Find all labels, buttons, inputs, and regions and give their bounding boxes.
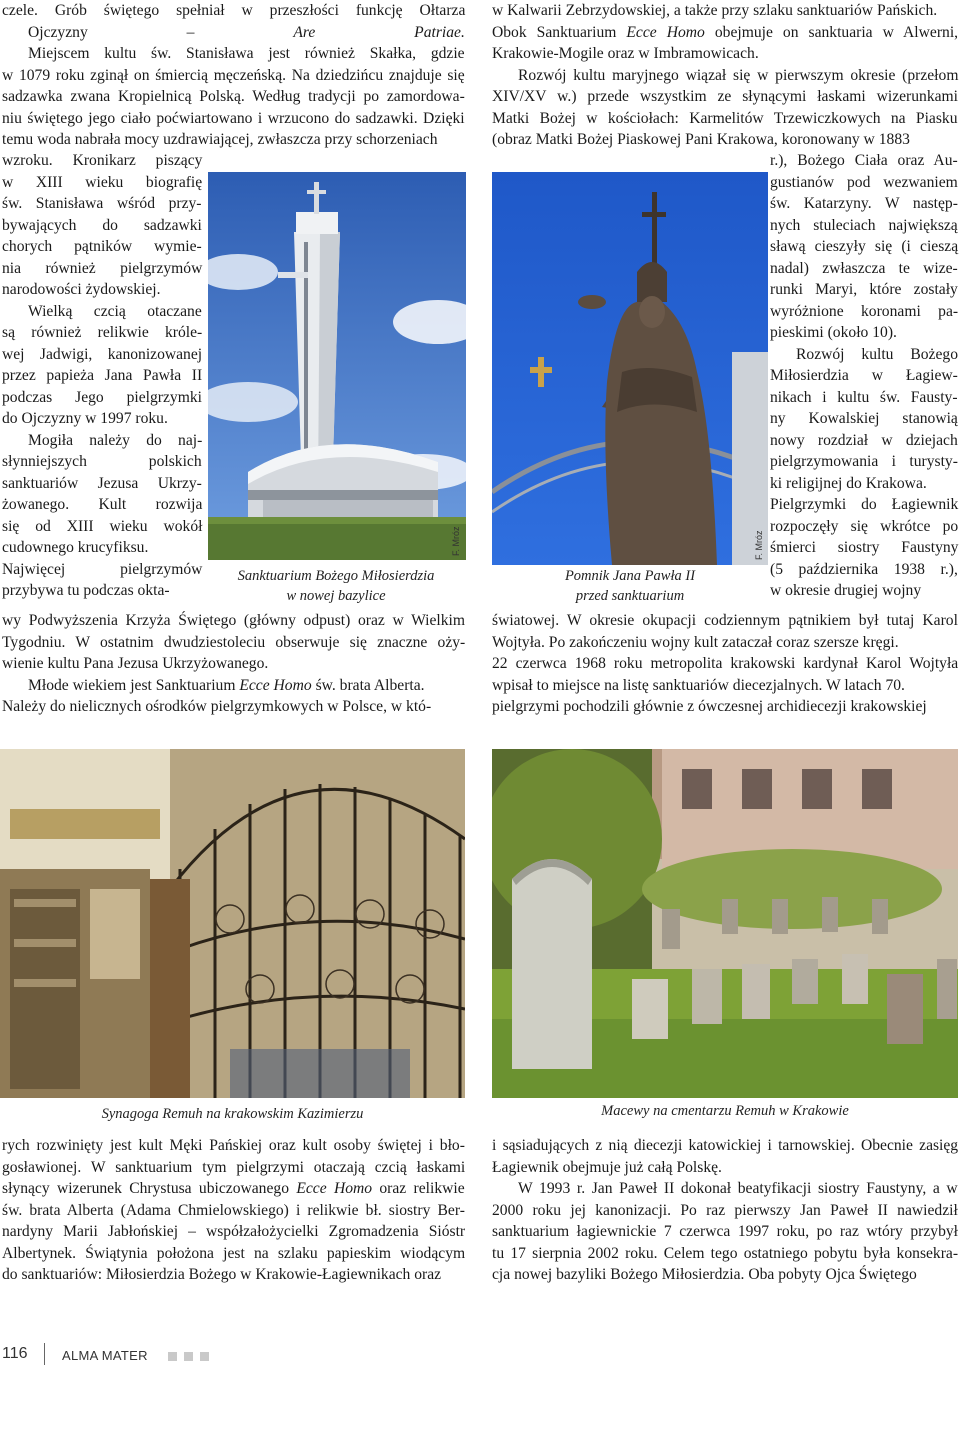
text-line: wienie kultu Pana Jezusa Ukrzyżowanego. xyxy=(2,655,269,672)
text-line: nardyny Marii Jabłońskiej – współzałożycielki Zgromadzenia Sióstr xyxy=(2,1223,466,1240)
text-line: sanktuarium łagiewnickie 7 czerwca 1997 roku, po raz wtóry przybył xyxy=(492,1223,959,1240)
text-line: Obok Sanktuarium Ecce Homo obejmuje on sanktuaria w Alwerni, xyxy=(492,23,959,41)
text-line: gosławionej. W sanktuarium tym pielgrzymi otaczają czcią łaskami xyxy=(2,1158,466,1176)
caption-basilica-line1: Sanktuarium Bożego Miłosierdzia xyxy=(237,568,435,584)
text-line: światowej. W okresie okupacji codziennym pątnikiem był tutaj Karol xyxy=(492,612,958,629)
text-line: przybywa tu podczas okta- xyxy=(2,582,170,599)
text-line: cja nowej bazyliki Bożego Miłosierdzia. Oba pobyty Ojca Świętego xyxy=(492,1266,917,1283)
text-line: Młode wiekiem jest Sanktuarium Ecce Homo św. brata Alberta. xyxy=(28,676,425,694)
text-line: żowanego. Kult rozwija xyxy=(2,496,203,513)
cemetery-illustration xyxy=(492,749,958,1098)
text-line: Matki Bożej w kościołach: Karmelitów Trzewiczkowych na Piasku xyxy=(492,109,958,127)
text-line: Ojczyzny – Are Patriae. xyxy=(28,23,465,41)
text-line: (5 października 1938 r.), xyxy=(770,560,958,578)
text-line: ny Kowalskiej stanowią xyxy=(770,410,958,427)
text-line: nikach i kultu św. Fausty- xyxy=(770,388,958,406)
text-line: do Ojczyzny w 1997 roku. xyxy=(2,410,168,427)
text-line: rych rozwinięty jest kult Męki Pańskiej oraz kult osoby świętej i bło- xyxy=(2,1137,465,1154)
photo-basilica xyxy=(208,172,466,560)
text-line: 2000 roku jej kanonizacji. Po raz pierwszy Jan Paweł II nawiedził xyxy=(492,1201,958,1219)
text-line: czele. Grób świętego spełniał w przeszłości funkcję Ołtarza xyxy=(2,2,466,19)
text-line: r.), Bożego Ciała oraz Au- xyxy=(770,152,958,169)
text-line: Miłosierdzia w Łagiew- xyxy=(770,367,958,384)
text-line: się od XIII wieku wokół xyxy=(2,517,203,535)
text-line: nych stuleciach największą xyxy=(770,216,958,234)
text-line: wzroku. Kronikarz piszący xyxy=(2,152,203,169)
text-line: narodowości żydowskiej. xyxy=(2,281,161,298)
text-line: niu świętego jego ciało poćwiartowano i wrzucono do sadzawki. Dzięki xyxy=(2,109,465,127)
magazine-name: ALMA MATER xyxy=(62,1348,148,1363)
text-line: Mogiła należy do naj- xyxy=(28,431,203,449)
photo-cemetery xyxy=(492,749,958,1098)
caption-statue-line2: przed sanktuarium xyxy=(575,588,685,604)
text-line: gustianów pod wezwaniem xyxy=(770,173,958,191)
footer-square-1 xyxy=(168,1352,177,1361)
page-number: 116 xyxy=(2,1345,28,1362)
text-line: sadzawka zwana Kropielnicą Polską. Według tradycji po zamordowa- xyxy=(2,88,465,105)
text-line: rozpoczęły się wkrótce po xyxy=(770,517,959,535)
statue-illustration xyxy=(492,172,768,565)
text-line: Najwięcej pielgrzymów xyxy=(2,560,203,578)
text-line: nadal) zwłaszcza te wize- xyxy=(770,259,958,277)
text-line: Miejscem kultu św. Stanisława jest również Skałka, gdzie xyxy=(28,45,465,62)
text-line: św. Katarzyny. W następ- xyxy=(770,195,958,212)
text-line: w okresie drugiej wojny xyxy=(770,582,922,599)
text-line: przez papieża Jana Pawła II xyxy=(2,367,203,384)
text-line: św. Stanisława wśród przy- xyxy=(2,195,202,212)
photo-credit-statue: F. Mróz xyxy=(754,530,764,560)
text-line: w XIII wieku biografię xyxy=(2,173,203,191)
text-line: Łagiewnik obejmuje już całą Polskę. xyxy=(492,1158,722,1176)
text-line: w Kalwarii Zebrzydowskiej, a także przy szlaku sanktuariów Pańskich. xyxy=(492,2,938,19)
text-line: wyróżnione koronami pa- xyxy=(770,302,959,320)
text-line: (obraz Matki Bożej Piaskowej Pani Krakowa, koronowany w 1883 xyxy=(492,131,910,148)
text-line: są również relikwie króle- xyxy=(2,324,203,341)
text-line: Tygodniu. W ostatnim dwudziestoleciu obserwuje się znaczne oży- xyxy=(2,633,466,651)
text-line: wpisał to miejsce na listę sanktuariów diecezjalnych. W latach 70. xyxy=(492,676,905,694)
text-line: nowy rozdział w dziejach xyxy=(770,431,958,449)
text-line: cudownego krucyfiksu. xyxy=(2,539,149,556)
text-line: Wojtyła. Po zakończeniu wojny kult zataczał coraz szersze kręgi. xyxy=(492,633,899,651)
caption-synagogue: Synagoga Remuh na krakowskim Kazimierzu xyxy=(101,1106,364,1122)
text-line: pielgrzymowania i turysty- xyxy=(770,453,958,470)
text-line: do sanktuariów: Miłosierdzia Bożego w Krakowie-Łagiewnikach oraz xyxy=(2,1266,442,1283)
text-line: Należy do nielicznych ośrodków pielgrzymkowych w Polsce, w któ- xyxy=(2,698,432,715)
text-line: śmierci siostry Faustyny xyxy=(770,539,959,556)
text-line: wy Podwyższenia Krzyża Świętego (główny odpust) oraz w Wielkim xyxy=(2,612,466,629)
text-line: bywających do sadzawki xyxy=(2,216,202,234)
caption-statue xyxy=(492,566,768,606)
text-line: podczas Jego pielgrzymki xyxy=(2,388,202,406)
text-line: pieskimi (około 10). xyxy=(770,324,897,341)
text-line: sławą cieszyły się (i cieszą xyxy=(770,238,959,255)
footer-square-2 xyxy=(184,1352,193,1361)
caption-cemetery: Macewy na cmentarzu Remuh w Krakowie xyxy=(601,1103,849,1119)
text-line: tu 17 sierpnia 2002 roku. Celem tego ostatniego pobytu była konsekra- xyxy=(492,1244,959,1262)
text-line: Wielką czcią otaczane xyxy=(28,302,202,320)
footer-divider xyxy=(44,1343,45,1365)
caption-basilica xyxy=(206,566,466,606)
text-line: Pielgrzymki do Łagiewnik xyxy=(770,496,959,513)
text-line: słynący wizerunek Chrystusa ubiczowanego Ecce Homo oraz relikwie xyxy=(2,1180,465,1197)
basilica-illustration xyxy=(208,172,466,560)
text-line: sanktuariów Jezusa Ukrzy- xyxy=(2,474,202,492)
text-line: pielgrzymi pochodzili głównie z ówczesnej archidiecezji krakowskiej xyxy=(492,698,927,715)
text-line: XIV/XV w.) przede wszystkim ze słynącymi łaskami wizerunkami xyxy=(492,88,959,105)
text-line: temu woda nabrała mocy uzdrawiającej, zwłaszcza przy schorzeniach xyxy=(2,131,438,148)
text-line: św. brata Alberta (Adama Chmielowskiego) i relikwie bł. siostry Ber- xyxy=(2,1201,465,1219)
photo-synagogue xyxy=(0,749,465,1098)
photo-statue xyxy=(492,172,768,565)
text-line: chorych pątników wymie- xyxy=(2,238,202,255)
text-line: nia również pielgrzymów xyxy=(2,259,203,277)
text-line: słynniejszych polskich xyxy=(2,453,202,470)
text-line: wej Jadwigi, kanonizowanej xyxy=(2,345,203,363)
caption-statue-line1: Pomnik Jana Pawła II xyxy=(564,568,696,584)
text-line: Krakowie-Mogile oraz w Imbramowicach. xyxy=(492,45,759,62)
synagogue-illustration xyxy=(0,749,465,1098)
text-line: runki Maryi, które zostały xyxy=(770,281,958,298)
text-line: w 1079 roku zginął on śmiercią męczeńską. Na dziedzińcu znajduje się xyxy=(2,66,465,84)
text-line: Rozwój kultu Bożego xyxy=(796,345,958,363)
text-line: Albertynek. Świątynia położona jest na szlaku papieskim wiodącym xyxy=(2,1244,466,1262)
photo-credit-basilica: F. Mróz xyxy=(451,526,461,556)
caption-basilica-line2: w nowej bazylice xyxy=(286,588,386,604)
text-line: ki religijnej do Krakowa. xyxy=(770,474,927,492)
text-line: 22 czerwca 1968 roku metropolita krakowski kardynał Karol Wojtyła xyxy=(492,655,959,672)
footer-square-3 xyxy=(200,1352,209,1361)
text-line: Rozwój kultu maryjnego wiązał się w pierwszym okresie (przełom xyxy=(518,66,959,84)
text-line: W 1993 r. Jan Paweł II dokonał beatyfikacji siostry Faustyny, a w xyxy=(518,1180,958,1197)
text-line: i sąsiadujących z nią diecezji katowickiej i tarnowskiej. Obecnie zasięg xyxy=(492,1137,959,1154)
